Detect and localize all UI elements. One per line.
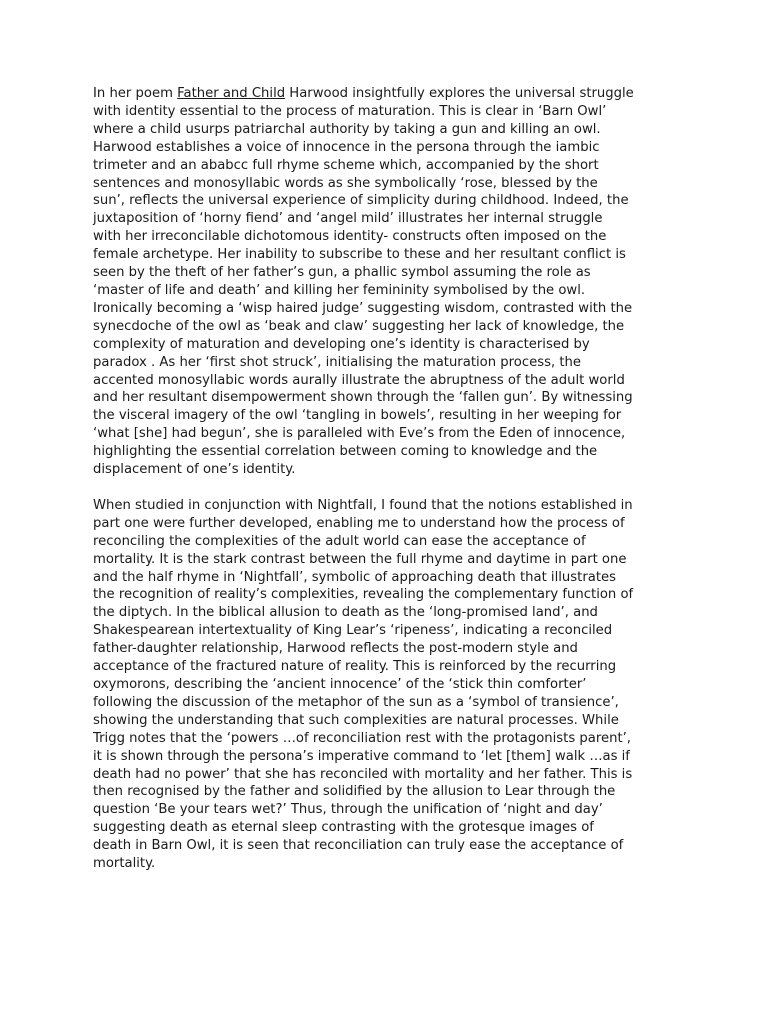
text-line: the diptych. In the biblical allusion to death as the ‘long-promised land’, and — [93, 605, 598, 621]
line-prefix: In her poem — [93, 86, 178, 101]
text-line: death had no power’ that she has reconciled with mortality and her father. This is — [93, 766, 633, 782]
text-line: ‘master of life and death’ and killing her femininity symbolised by the owl. — [93, 282, 586, 298]
text-line: Shakespearean intertextuality of King Lear’s ‘ripeness’, indicating a reconciled — [93, 623, 613, 639]
poem-title: Father and Child — [177, 86, 286, 101]
text-line: the visceral imagery of the owl ‘tangling in bowels’, resulting in her weeping for — [93, 408, 622, 424]
text-line: mortality. — [93, 856, 156, 872]
text-line: with identity essential to the process of maturation. This is clear in ‘Barn Owl’ — [93, 103, 607, 119]
text-line: sun’, reflects the universal experience of simplicity during childhood. Indeed, the — [93, 193, 629, 209]
text-line: showing the understanding that such complexities are natural processes. While — [93, 712, 619, 728]
text-line: complexity of maturation and developing one’s identity is characterised by — [93, 336, 590, 352]
line-suffix: Harwood insightfully explores the universal struggle — [285, 86, 634, 101]
text-line: Harwood establishes a voice of innocence in the persona through the iambic — [93, 139, 600, 155]
text-line: it is shown through the persona’s imperative command to ‘let [them] walk …as if — [93, 748, 630, 764]
text-line: sentences and monosyllabic words as she symbolically ‘rose, blessed by the — [93, 175, 598, 191]
text-line: accented monosyllabic words aurally illustrate the abruptness of the adult world — [93, 372, 625, 388]
text-line: oxymorons, describing the ‘ancient innocence’ of the ‘stick thin comforter’ — [93, 677, 587, 692]
paragraph-1 — [93, 85, 681, 479]
text-line: where a child usurps patriarchal authority by taking a gun and killing an owl. — [93, 121, 601, 137]
text-line: ‘what [she] had begun’, she is paralleled with Eve’s from the Eden of innocence, — [93, 426, 626, 442]
paragraph-1-line-1 — [93, 85, 681, 103]
text-line: following the discussion of the metaphor of the sun as a ‘symbol of transience’, — [93, 694, 619, 710]
text-line: Trigg notes that the ‘powers …of reconciliation rest with the protagonists parent’, — [93, 730, 631, 746]
text-line: and her resultant disempowerment shown through the ‘fallen gun’. By witnessing — [93, 390, 633, 406]
text-line: suggesting death as eternal sleep contrasting with the grotesque images of — [93, 820, 594, 836]
text-line: trimeter and an ababcc full rhyme scheme which, accompanied by the short — [93, 157, 599, 173]
text-line: question ‘Be your tears wet?’ Thus, through the unification of ‘night and day’ — [93, 802, 603, 818]
text-line: the recognition of reality’s complexities, revealing the complementary function of — [93, 587, 634, 603]
paragraph-2 — [93, 497, 681, 873]
text-line: and the half rhyme in ‘Nightfall’, symbolic of approaching death that illustrates — [93, 569, 616, 585]
text-line: death in Barn Owl, it is seen that reconciliation can truly ease the acceptance of — [93, 838, 624, 854]
text-line: father-daughter relationship, Harwood reflects the post-modern style and — [93, 641, 578, 657]
text-line: part one were further developed, enabling me to understand how the process of — [93, 515, 625, 531]
document-body — [93, 85, 681, 891]
text-line: Ironically becoming a ‘wisp haired judge’ suggesting wisdom, contrasted with the — [93, 300, 633, 316]
text-line: synecdoche of the owl as ‘beak and claw’ suggesting her lack of knowledge, the — [93, 318, 625, 334]
text-line: paradox . As her ‘first shot struck’, initialising the maturation process, the — [93, 354, 581, 370]
text-line: juxtaposition of ‘horny fiend’ and ‘angel mild’ illustrates her internal struggle — [93, 211, 603, 227]
text-line: reconciling the complexities of the adult world can ease the acceptance of — [93, 533, 586, 549]
text-line: When studied in conjunction with Nightfall, I found that the notions established in — [93, 497, 633, 513]
text-line: mortality. It is the stark contrast between the full rhyme and daytime in part one — [93, 551, 627, 567]
text-line: acceptance of the fractured nature of reality. This is reinforced by the recurring — [93, 659, 617, 675]
text-line: with her irreconcilable dichotomous identity- constructs often imposed on the — [93, 229, 607, 245]
text-line: female archetype. Her inability to subscribe to these and her resultant conflict is — [93, 247, 626, 263]
text-line: highlighting the essential correlation between coming to knowledge and the — [93, 444, 598, 460]
text-line: displacement of one’s identity. — [93, 462, 296, 478]
text-line: seen by the theft of her father’s gun, a phallic symbol assuming the role as — [93, 265, 591, 281]
text-line: then recognised by the father and solidified by the allusion to Lear through the — [93, 784, 616, 800]
